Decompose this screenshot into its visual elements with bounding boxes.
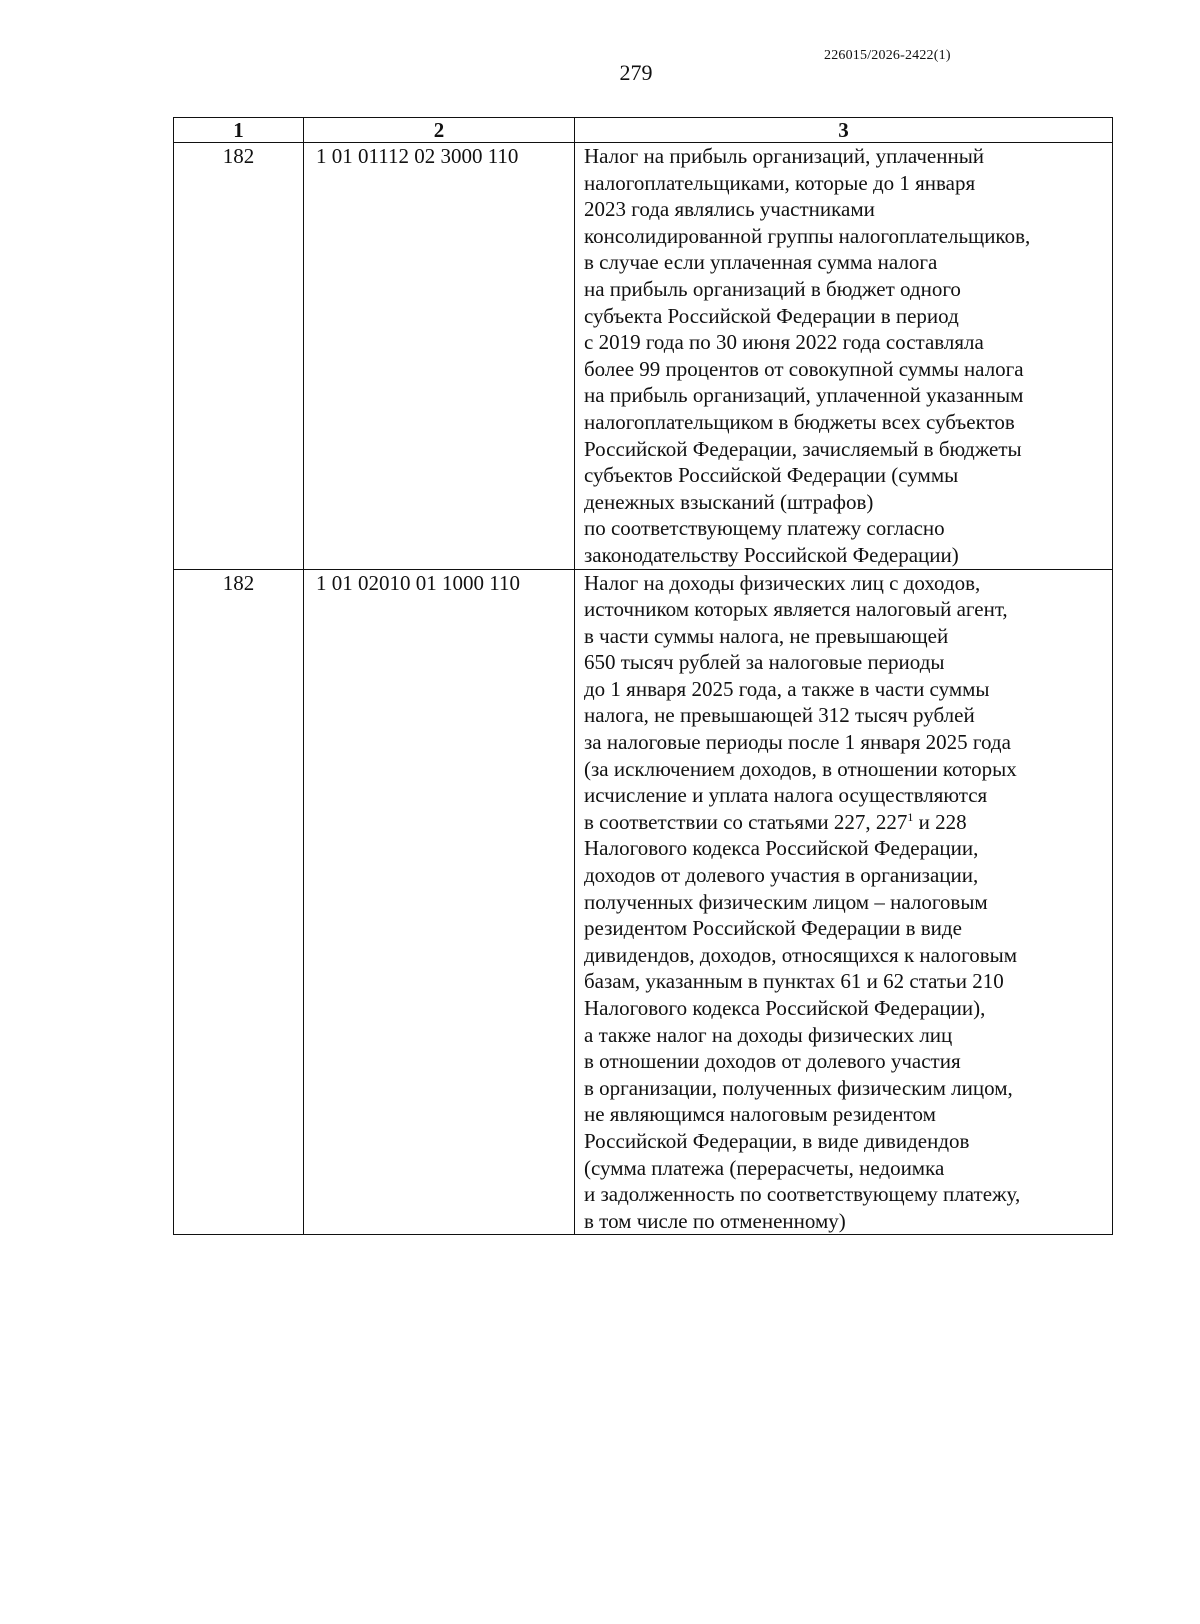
description-line: исчисление и уплата налога осуществляются [584,783,988,808]
description-line: налога, не превышающей 312 тысяч рублей [584,703,975,728]
description-line: 650 тысяч рублей за налоговые периоды [584,650,945,675]
description-line: базам, указанным в пунктах 61 и 62 статьи 210 [584,969,1004,994]
description-line: источником которых является налоговый агент, [584,597,1008,622]
description-line: с 2019 года по 30 июня 2022 года составляла [584,330,984,355]
description-line [584,809,1108,836]
table-row [174,569,1113,1235]
description-line: Налогового кодекса Российской Федерации, [584,836,979,861]
document-id: 226015/2026-2422(1) [824,48,951,63]
description-line: налогоплательщиком в бюджеты всех субъектов [584,409,1015,434]
description-line: субъектов Российской Федерации (суммы [584,463,959,488]
administrator-code-cell: 182 [174,569,304,1235]
description-line: Российской Федерации, зачисляемый в бюджеты [584,436,1022,461]
description-line: на прибыль организаций, уплаченной указанным [584,383,1024,408]
table-header-row [174,118,1113,143]
superscript-index: 1 [907,809,914,824]
description-line: не являющимся налоговым резидентом [584,1102,936,1127]
description-line: более 99 процентов от совокупной суммы налога [584,356,1024,381]
description-line: Российской Федерации, в виде дивидендов [584,1128,970,1153]
description-line: дивидендов, доходов, относящихся к налоговым [584,942,1018,967]
description-line: денежных взысканий (штрафов) [584,489,874,514]
description-line: (за исключением доходов, в отношении которых [584,756,1017,781]
description-line: консолидированной группы налогоплательщиков, [584,223,1031,248]
description-line: Налог на доходы физических лиц с доходов, [584,570,981,595]
description-cell [575,143,1113,570]
description-line: за налоговые периоды после 1 января 2025 года [584,730,1011,755]
description-line: 2023 года являлись участниками [584,197,875,222]
description-line: и задолженность по соответствующему платежу, [584,1182,1021,1207]
kbk-code-cell: 1 01 02010 01 1000 110 [304,569,575,1235]
description-line: доходов от долевого участия в организации, [584,863,979,888]
column-header-2: 2 [304,118,575,143]
articles-text: в соответствии со статьями 227, 227 [584,809,908,834]
table-row [174,143,1113,570]
description-line: законодательству Российской Федерации) [584,542,959,567]
description-line: налогоплательщиками, которые до 1 января [584,170,976,195]
page-number: 279 [619,60,653,85]
description-line: а также налог на доходы физических лиц [584,1022,953,1047]
description-line: полученных физическим лицом – налоговым [584,889,988,914]
kbk-code-cell: 1 01 01112 02 3000 110 [304,143,575,570]
administrator-code-cell: 182 [174,143,304,570]
description-line: в том числе по отмененному) [584,1208,846,1233]
budget-classification-table [173,117,1113,1235]
column-header-3: 3 [575,118,1113,143]
description-line: до 1 января 2025 года, а также в части суммы [584,676,990,701]
description-line: резидентом Российской Федерации в виде [584,916,962,941]
column-header-1: 1 [174,118,304,143]
description-line: Налог на прибыль организаций, уплаченный [584,144,985,168]
description-line: в отношении доходов от долевого участия [584,1049,961,1074]
description-line: субъекта Российской Федерации в период [584,303,959,328]
description-line: Налогового кодекса Российской Федерации), [584,996,986,1020]
description-line: в части суммы налога, не превышающей [584,623,949,648]
description-cell [575,569,1113,1235]
description-line: в случае если уплаченная сумма налога [584,250,938,275]
description-line: в организации, полученных физическим лицом, [584,1075,1013,1100]
articles-text-end: и 228 [913,809,967,834]
description-line: по соответствующему платежу согласно [584,516,945,541]
description-line: на прибыль организаций в бюджет одного [584,276,961,301]
description-line: (сумма платежа (перерасчеты, недоимка [584,1155,945,1180]
